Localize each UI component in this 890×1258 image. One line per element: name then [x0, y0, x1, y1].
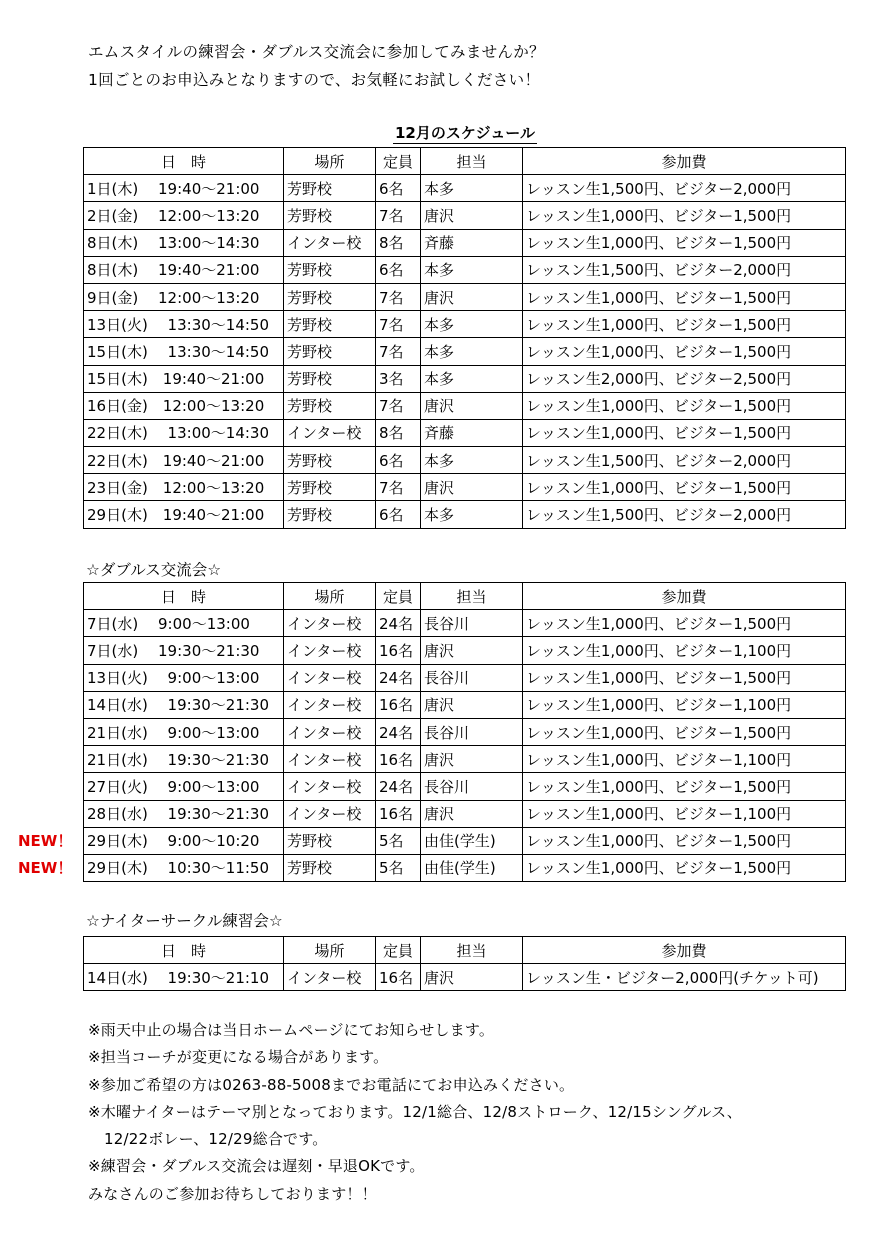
cell-fee: レッスン生・ビジター2,000円(チケット可) [523, 964, 846, 991]
cell-place: 芳野校 [284, 283, 376, 310]
table-header-row [84, 148, 846, 175]
cell-capacity: 7名 [376, 338, 421, 365]
cell-place: インター校 [284, 746, 376, 773]
cell-coach: 唐沢 [421, 800, 523, 827]
cell-date: 8日(木) 19:40～21:00 [84, 256, 284, 283]
cell-capacity: 16名 [376, 691, 421, 718]
cell-fee: レッスン生1,000円、ビジター1,500円 [523, 202, 846, 229]
cell-date: 21日(水) 9:00～13:00 [84, 718, 284, 745]
cell-fee: レッスン生1,000円、ビジター1,500円 [523, 229, 846, 256]
cell-coach: 唐沢 [421, 283, 523, 310]
cell-date: 1日(木) 19:40～21:00 [84, 175, 284, 202]
cell-date: 16日(金) 12:00～13:20 [84, 392, 284, 419]
cell-capacity: 7名 [376, 392, 421, 419]
cell-place: 芳野校 [284, 392, 376, 419]
cell-coach: 本多 [421, 365, 523, 392]
cell-fee: レッスン生1,500円、ビジター2,000円 [523, 175, 846, 202]
cell-fee: レッスン生1,500円、ビジター2,000円 [523, 256, 846, 283]
table-row [84, 610, 846, 637]
cell-date: 8日(木) 13:00～14:30 [84, 229, 284, 256]
table-header-row [84, 583, 846, 610]
cell-place: 芳野校 [284, 256, 376, 283]
cell-capacity: 5名 [376, 827, 421, 854]
cell-fee: レッスン生1,000円、ビジター1,100円 [523, 691, 846, 718]
cell-capacity: 16名 [376, 637, 421, 664]
note-line: ※木曜ナイターはテーマ別となっております。12/1総合、12/8ストローク、12/15シングルス、 [88, 1102, 742, 1121]
header-date: 日 時 [84, 937, 284, 964]
header-place: 場所 [284, 583, 376, 610]
header-fee: 参加費 [523, 583, 846, 610]
cell-place: インター校 [284, 229, 376, 256]
cell-date: 22日(木) 13:00～14:30 [84, 419, 284, 446]
table-row [84, 365, 846, 392]
cell-capacity: 16名 [376, 746, 421, 773]
new-badge: NEW！ [18, 859, 73, 877]
cell-capacity: 6名 [376, 501, 421, 528]
cell-coach: 本多 [421, 311, 523, 338]
notes [88, 1017, 742, 1208]
cell-date: 13日(火) 9:00～13:00 [84, 664, 284, 691]
header-capacity: 定員 [376, 937, 421, 964]
cell-place: インター校 [284, 800, 376, 827]
table-row [84, 691, 846, 718]
cell-date: 14日(水) 19:30～21:30 [84, 691, 284, 718]
cell-fee: レッスン生1,000円、ビジター1,100円 [523, 800, 846, 827]
note-line: 12/22ボレー、12/29総合です。 [104, 1130, 328, 1149]
cell-fee: レッスン生1,000円、ビジター1,100円 [523, 746, 846, 773]
cell-place: 芳野校 [284, 202, 376, 229]
cell-fee: レッスン生1,000円、ビジター1,500円 [523, 311, 846, 338]
note-line: ※雨天中止の場合は当日ホームページにてお知らせします。 [88, 1021, 495, 1039]
cell-place: 芳野校 [284, 447, 376, 474]
header-coach: 担当 [421, 583, 523, 610]
table-row [84, 746, 846, 773]
cell-date: 22日(木) 19:40～21:00 [84, 447, 284, 474]
header-coach: 担当 [421, 148, 523, 175]
cell-date: 7日(水) 9:00～13:00 [84, 610, 284, 637]
cell-date: 13日(火) 13:30～14:50 [84, 311, 284, 338]
header-place: 場所 [284, 937, 376, 964]
cell-place: インター校 [284, 419, 376, 446]
cell-coach: 長谷川 [421, 773, 523, 800]
cell-date: 15日(木) 13:30～14:50 [84, 338, 284, 365]
cell-place: 芳野校 [284, 827, 376, 854]
cell-place: 芳野校 [284, 854, 376, 881]
schedule-title-text: 12月のスケジュール [395, 124, 535, 142]
table-row [84, 202, 846, 229]
cell-place: 芳野校 [284, 311, 376, 338]
cell-coach: 唐沢 [421, 746, 523, 773]
table-row [84, 338, 846, 365]
cell-fee: レッスン生2,000円、ビジター2,500円 [523, 365, 846, 392]
doubles-title: ☆ダブルス交流会☆ [86, 561, 222, 579]
cell-coach: 本多 [421, 256, 523, 283]
cell-fee: レッスン生1,000円、ビジター1,500円 [523, 419, 846, 446]
lesson-schedule-table [83, 147, 846, 529]
cell-fee: レッスン生1,000円、ビジター1,500円 [523, 474, 846, 501]
cell-capacity: 6名 [376, 447, 421, 474]
cell-coach: 本多 [421, 338, 523, 365]
cell-capacity: 8名 [376, 229, 421, 256]
cell-capacity: 24名 [376, 664, 421, 691]
doubles-schedule-table [83, 582, 846, 882]
nighter-schedule-table [83, 936, 846, 991]
cell-fee: レッスン生1,000円、ビジター1,500円 [523, 854, 846, 881]
cell-date: 21日(水) 19:30～21:30 [84, 746, 284, 773]
cell-coach: 斉藤 [421, 419, 523, 446]
cell-coach: 本多 [421, 501, 523, 528]
cell-coach: 唐沢 [421, 202, 523, 229]
closing-line: みなさんのご参加お待ちしております！！ [88, 1184, 377, 1203]
header-date: 日 時 [84, 148, 284, 175]
table-row [84, 447, 846, 474]
nighter-title: ☆ナイターサークル練習会☆ [86, 912, 283, 930]
cell-date: 2日(金) 12:00～13:20 [84, 202, 284, 229]
cell-fee: レッスン生1,500円、ビジター2,000円 [523, 447, 846, 474]
cell-capacity: 7名 [376, 283, 421, 310]
table-row [84, 501, 846, 528]
table-row [84, 175, 846, 202]
cell-place: 芳野校 [284, 338, 376, 365]
intro-text [88, 38, 545, 94]
cell-fee: レッスン生1,000円、ビジター1,500円 [523, 610, 846, 637]
cell-place: インター校 [284, 664, 376, 691]
cell-date: 14日(水) 19:30～21:10 [84, 964, 284, 991]
table-row [84, 392, 846, 419]
cell-coach: 斉藤 [421, 229, 523, 256]
cell-place: インター校 [284, 773, 376, 800]
table-row [84, 827, 846, 854]
header-coach: 担当 [421, 937, 523, 964]
cell-fee: レッスン生1,000円、ビジター1,500円 [523, 338, 846, 365]
table-row [84, 664, 846, 691]
note-line: ※参加ご希望の方は0263-88-5008までお電話にてお申込みください。 [88, 1075, 575, 1094]
cell-coach: 由佳(学生) [421, 827, 523, 854]
table-row [84, 256, 846, 283]
table-header-row [84, 937, 846, 964]
cell-coach: 長谷川 [421, 718, 523, 745]
cell-date: 27日(火) 9:00～13:00 [84, 773, 284, 800]
schedule-title [0, 124, 890, 144]
table-row [84, 800, 846, 827]
cell-place: 芳野校 [284, 474, 376, 501]
note-line: ※練習会・ダブルス交流会は遅刻・早退OKです。 [88, 1157, 425, 1176]
cell-capacity: 6名 [376, 256, 421, 283]
cell-capacity: 24名 [376, 610, 421, 637]
cell-coach: 唐沢 [421, 637, 523, 664]
cell-fee: レッスン生1,000円、ビジター1,500円 [523, 718, 846, 745]
cell-place: 芳野校 [284, 175, 376, 202]
cell-coach: 由佳(学生) [421, 854, 523, 881]
cell-coach: 唐沢 [421, 964, 523, 991]
header-fee: 参加費 [523, 148, 846, 175]
table-row [84, 229, 846, 256]
cell-date: 29日(木) 19:40～21:00 [84, 501, 284, 528]
cell-coach: 唐沢 [421, 474, 523, 501]
header-place: 場所 [284, 148, 376, 175]
table-row [84, 474, 846, 501]
cell-capacity: 7名 [376, 311, 421, 338]
cell-coach: 長谷川 [421, 610, 523, 637]
cell-capacity: 16名 [376, 800, 421, 827]
cell-coach: 唐沢 [421, 392, 523, 419]
cell-coach: 本多 [421, 447, 523, 474]
header-capacity: 定員 [376, 148, 421, 175]
table-row [84, 637, 846, 664]
cell-place: インター校 [284, 610, 376, 637]
cell-coach: 本多 [421, 175, 523, 202]
cell-fee: レッスン生1,500円、ビジター2,000円 [523, 501, 846, 528]
table-row [84, 419, 846, 446]
intro-line: 1回ごとのお申込みとなりますので、お気軽にお試しください！ [88, 71, 541, 89]
cell-place: インター校 [284, 718, 376, 745]
cell-coach: 唐沢 [421, 691, 523, 718]
cell-date: 7日(水) 19:30～21:30 [84, 637, 284, 664]
cell-capacity: 7名 [376, 202, 421, 229]
cell-fee: レッスン生1,000円、ビジター1,500円 [523, 664, 846, 691]
cell-fee: レッスン生1,000円、ビジター1,500円 [523, 392, 846, 419]
table-row [84, 283, 846, 310]
cell-capacity: 24名 [376, 718, 421, 745]
cell-fee: レッスン生1,000円、ビジター1,500円 [523, 827, 846, 854]
cell-fee: レッスン生1,000円、ビジター1,100円 [523, 637, 846, 664]
cell-fee: レッスン生1,000円、ビジター1,500円 [523, 773, 846, 800]
header-capacity: 定員 [376, 583, 421, 610]
new-badge: NEW！ [18, 832, 73, 850]
cell-date: 9日(金) 12:00～13:20 [84, 283, 284, 310]
cell-capacity: 16名 [376, 964, 421, 991]
table-row [84, 718, 846, 745]
cell-coach: 長谷川 [421, 664, 523, 691]
cell-date: 15日(木) 19:40～21:00 [84, 365, 284, 392]
table-row [84, 964, 846, 991]
cell-capacity: 7名 [376, 474, 421, 501]
cell-fee: レッスン生1,000円、ビジター1,500円 [523, 283, 846, 310]
cell-place: インター校 [284, 637, 376, 664]
table-row [84, 773, 846, 800]
cell-place: 芳野校 [284, 365, 376, 392]
cell-date: 29日(木) 9:00～10:20 [84, 827, 284, 854]
cell-capacity: 6名 [376, 175, 421, 202]
header-fee: 参加費 [523, 937, 846, 964]
cell-place: 芳野校 [284, 501, 376, 528]
cell-capacity: 3名 [376, 365, 421, 392]
cell-date: 23日(金) 12:00～13:20 [84, 474, 284, 501]
note-line: ※担当コーチが変更になる場合があります。 [88, 1048, 389, 1067]
cell-capacity: 8名 [376, 419, 421, 446]
table-row [84, 854, 846, 881]
cell-capacity: 24名 [376, 773, 421, 800]
cell-place: インター校 [284, 964, 376, 991]
cell-date: 29日(木) 10:30～11:50 [84, 854, 284, 881]
intro-line: エムスタイルの練習会・ダブルス交流会に参加してみませんか？ [88, 43, 545, 61]
cell-capacity: 5名 [376, 854, 421, 881]
cell-date: 28日(水) 19:30～21:30 [84, 800, 284, 827]
header-date: 日 時 [84, 583, 284, 610]
table-row [84, 311, 846, 338]
cell-place: インター校 [284, 691, 376, 718]
